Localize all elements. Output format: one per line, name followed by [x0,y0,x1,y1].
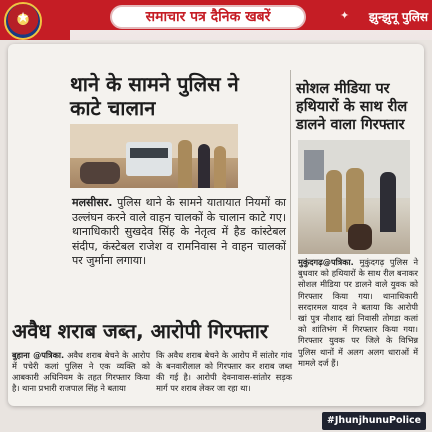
story3-body-col2: कि अवैध शराब बेचने के आरोप में सांतोर गांव के बनवारीलाल को गिरफ्तार कर शराब जब्त की गई है। आरोपी देवनावास-सांतोर सड़क मार्ग पर शराब लेकर जा रहा था। [156,350,292,393]
photo-officer-2 [346,168,364,232]
story1-text: पुलिस थाने के सामने यातायात नियमों का उल्लंघन करने वाले वाहन चालकों के चालान काटे गए। थानाधिकारी सुखदेव सिंह के नेतृत्व में हैड कांस्टेबल संदीप, कंस्टेबल राजेश व रामनिवास ने वाहन चालकों पर जुर्माना लगाया। [72,196,286,268]
story2-headline: सोशल मीडिया पर हथियारों के साथ रील डालने वाला गिरफ्तार [296,81,408,133]
story2-body [298,257,418,385]
photo-accused [348,224,372,250]
emblem-star-icon: ★ [16,10,30,26]
photo-motorbike [80,162,120,184]
photo-officer-3 [214,146,226,188]
hashtag-badge: #JhunjhunuPolice [322,412,426,430]
story1-body [72,196,286,312]
story2-text: मुकुंदगढ़ पुलिस ने बुधवार को हथियारों के साथ रील बनाकर सोशल मीडिया पर डालने वाले युवक को गिरफ्तार किया गया। थानाधिकारी सरदारमल यादव ने बताया कि आरोपी खां पुत्र नौशाद खां निवासी तोगडा कलां को शांतिभंग में गिरफ्तार किया गया। गिरफ्तार युवक पर जिले के विभिन्न पुलिस थानों में अलग अलग धाराओं में मामले दर्ज हैं। [298,257,418,368]
photo-person-2 [198,144,210,188]
story1-headline: थाने के सामने पुलिस ने काटे चालान [70,72,239,120]
photo-jeep-window [130,148,168,158]
police-label: झुन्झुनू पुलिस [368,10,428,24]
story3-body-col1 [12,350,150,406]
photo-civilian [380,172,396,232]
story3-text-a: अवैध शराब बेचने के आरोप में पचेरी कलां पुलिस ने एक व्यक्ति को आबकारी अधिनियम के तहत गिरफ्तार किया है। थाना प्रभारी राजपाल सिंह ने बताया [12,350,150,393]
police-badge-icon: ✦ [340,9,350,22]
column-divider [290,70,291,320]
story3-dateline: बुहाना @पत्रिका. [12,350,65,360]
story2-dateline: मुकुंदगढ़@पत्रिका. [298,257,354,267]
photo-officer-1 [326,170,342,232]
story2-photo [298,140,410,254]
story1-photo [70,124,238,188]
story3-headline: अवैध शराब जब्त, आरोपी गिरफ्तार [12,319,269,343]
photo-window [304,150,324,180]
photo-officer-1 [178,140,192,188]
page-title: समाचार पत्र दैनिक खबरें [110,5,306,29]
story1-dateline: मलसीसर. [72,196,113,209]
